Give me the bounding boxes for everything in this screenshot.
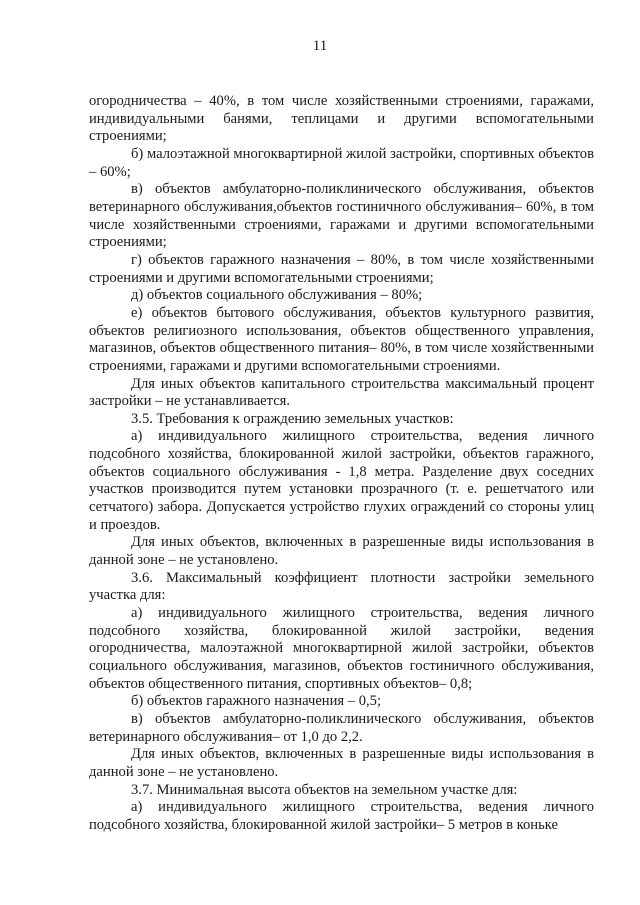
paragraph-a-plotnost: а) индивидуального жилищного строительства, ведения личного подсобного хозяйства, блокированной жилой застройки, ведения огородничества, малоэтажной многоквартирной жилой застройки, объектов социального обслуживания, магазинов, объектов гостиничного обслуживания, объектов общественного питания, спортивных объектов– 0,8; <box>89 605 594 692</box>
paragraph-v-ambulatorno: в) объектов амбулаторно-поликлинического обслуживания, объектов ветеринарного обслуживания,объектов гостиничного обслуживания– 60%, в том числе хозяйственными строениями, гаражами и другими вспомогательными строениями; <box>89 181 594 251</box>
paragraph-a-ograzhdenie: а) индивидуального жилищного строительства, ведения личного подсобного хозяйства, блокированной жилой застройки, объектов гаражного, объектов социального обслуживания - 1,8 метра. Разделение двух соседних участков производится путем установки прозрачного (т. е. решетчатого или сетчатого) забора. Допускается устройство глухих ограждений со стороны улиц и проездов. <box>89 428 594 533</box>
paragraph-d-socialnogo: д) объектов социального обслуживания – 80%; <box>131 287 423 304</box>
paragraph-b-maloetazhnaya: б) малоэтажной многоквартирной жилой застройки, спортивных объектов – 60%; <box>89 145 594 180</box>
section-heading-3-5: 3.5. Требования к ограждению земельных участков: <box>131 410 454 427</box>
paragraph-inyh-obektov-zastroyka: Для иных объектов капитального строительства максимальный процент застройки – не устанавливается. <box>89 375 594 410</box>
section-heading-3-6: 3.6. Максимальный коэффициент плотности застройки земельного участка для: <box>89 569 594 604</box>
paragraph-inyh-obektov-ograzhdenie: Для иных объектов, включенных в разрешенные виды использования в данной зоне – не установлено. <box>89 534 594 569</box>
document-body <box>89 93 594 835</box>
paragraph-b-plotnost: б) объектов гаражного назначения – 0,5; <box>131 693 382 710</box>
paragraph-inyh-obektov-plotnost: Для иных объектов, включенных в разрешенные виды использования в данной зоне – не установлено. <box>89 746 594 780</box>
section-heading-3-7: 3.7. Минимальная высота объектов на земельном участке для: <box>131 781 518 798</box>
paragraph-a-vysota: а) индивидуального жилищного строительства, ведения личного подсобного хозяйства, блокированной жилой застройки– 5 метров в коньке <box>89 799 594 833</box>
paragraph-v-plotnost: в) объектов амбулаторно-поликлинического обслуживания, объектов ветеринарного обслуживания– от 1,0 до 2,2. <box>89 710 594 745</box>
paragraph-e-bytovogo: е) объектов бытового обслуживания, объектов культурного развития, объектов религиозного использования, объектов общественного управления, магазинов, объектов общественного питания– 80%, в том числе хозяйственными строениями, гаражами и другими вспомогательными строениями. <box>89 304 594 374</box>
page-number: 11 <box>312 38 328 54</box>
paragraph-g-garazhnogo: г) объектов гаражного назначения – 80%, в том числе хозяйственными строениями и другими вспомогательными строениями; <box>89 251 594 286</box>
paragraph-ogorodnichestvo: огородничества – 40%, в том числе хозяйственными строениями, гаражами, индивидуальными банями, теплицами и другими вспомогательными строениями; <box>89 93 594 145</box>
